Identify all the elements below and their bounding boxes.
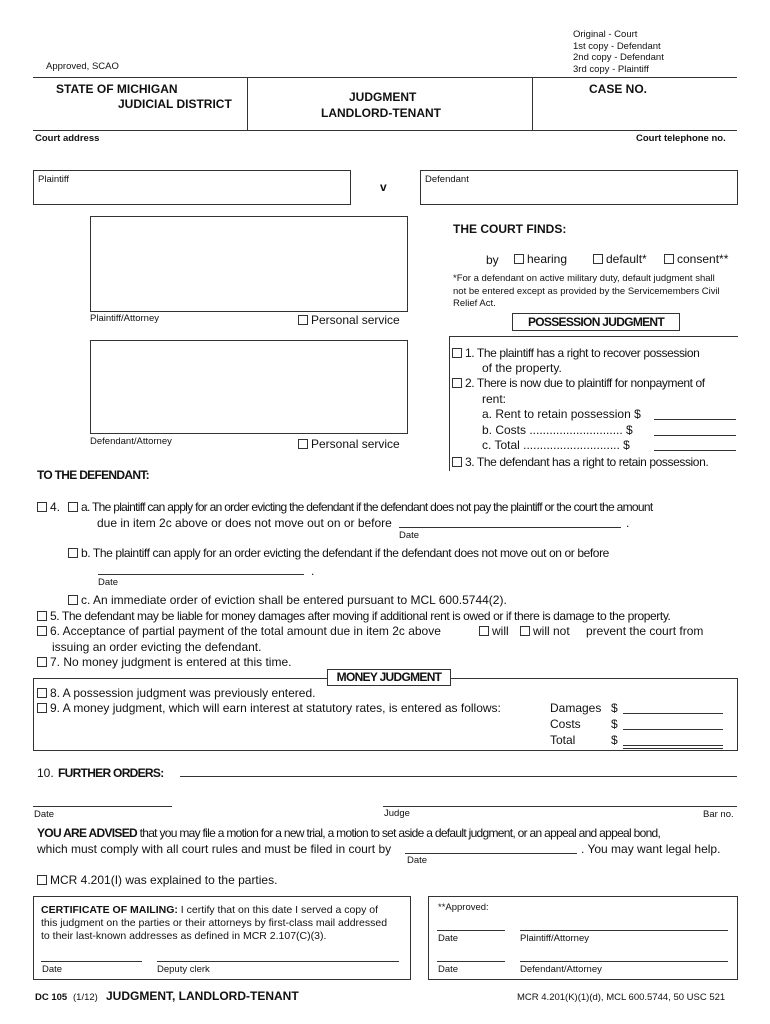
advised-date-label: Date bbox=[407, 855, 428, 866]
damages-label: Damages bbox=[550, 701, 602, 715]
will-option bbox=[479, 624, 509, 638]
further-orders-label: FURTHER ORDERS: bbox=[58, 766, 164, 780]
court-address-label: Court address bbox=[35, 133, 100, 144]
rent-costs-label: b. Costs ............................ $ bbox=[482, 423, 633, 437]
copy-line: Original - Court bbox=[573, 29, 638, 40]
defendant-attorney-signature-field[interactable] bbox=[520, 961, 728, 962]
item-4b-checkbox[interactable] bbox=[68, 548, 78, 558]
item-4-checkbox[interactable] bbox=[37, 502, 47, 512]
costs-amount-field[interactable] bbox=[654, 435, 736, 436]
item-4-label: 4. bbox=[50, 500, 61, 514]
further-orders-field[interactable] bbox=[180, 776, 737, 777]
total-amount-field[interactable] bbox=[654, 450, 736, 451]
period: . bbox=[311, 564, 315, 578]
item-5 bbox=[37, 609, 670, 623]
item-8-checkbox[interactable] bbox=[37, 688, 47, 698]
advised-line-2-end: . You may want legal help. bbox=[581, 842, 721, 856]
item-2-continued: rent: bbox=[482, 392, 507, 406]
defendant-attorney-label: Defendant/Attorney bbox=[90, 436, 172, 447]
plaintiff-personal-service bbox=[298, 313, 400, 327]
approved-label: Approved, SCAO bbox=[46, 61, 119, 72]
orders-date-label: Date bbox=[34, 809, 55, 820]
form-number: DC 105 bbox=[35, 992, 68, 1003]
will-not-option bbox=[520, 624, 570, 638]
approved-label: **Approved: bbox=[438, 902, 489, 913]
item-8 bbox=[37, 686, 316, 700]
item-3-checkbox[interactable] bbox=[452, 457, 462, 467]
total-double-underline bbox=[623, 748, 723, 749]
military-note bbox=[453, 273, 720, 311]
item-4a-date-field[interactable] bbox=[399, 527, 621, 528]
item-5-text: 5. The defendant may be liable for money damages after moving if additional rent is owed or if there is damage to the property. bbox=[50, 609, 671, 623]
item-4b-text: b. The plaintiff can apply for an order evicting the defendant if the defendant does not move out on or before bbox=[81, 546, 609, 560]
item-6-continued: issuing an order evicting the defendant. bbox=[52, 640, 262, 654]
mcr-explained bbox=[37, 873, 277, 887]
item-4b bbox=[68, 546, 609, 560]
item-9-text: 9. A money judgment, which will earn interest at statutory rates, is entered as follows: bbox=[50, 701, 501, 715]
plaintiff-field[interactable] bbox=[33, 170, 351, 205]
period: . bbox=[626, 516, 630, 530]
default-checkbox[interactable] bbox=[593, 254, 603, 264]
will-label: will bbox=[492, 624, 509, 638]
deputy-clerk-label: Deputy clerk bbox=[157, 964, 210, 975]
defendant-approval-date-field[interactable] bbox=[437, 961, 505, 962]
item-4a bbox=[68, 500, 652, 514]
defendant-personal-service-checkbox[interactable] bbox=[298, 439, 308, 449]
dollar-sign: $ bbox=[611, 717, 618, 731]
will-not-checkbox[interactable] bbox=[520, 626, 530, 636]
rent-amount-field[interactable] bbox=[654, 419, 736, 420]
will-checkbox[interactable] bbox=[479, 626, 489, 636]
default-option bbox=[593, 252, 647, 266]
versus-label: v bbox=[380, 180, 387, 194]
district-label: JUDICIAL DISTRICT bbox=[118, 97, 232, 111]
advised-line-1 bbox=[37, 826, 660, 840]
costs-label: Costs bbox=[550, 717, 581, 731]
hearing-label: hearing bbox=[527, 252, 568, 266]
default-label: default* bbox=[606, 252, 647, 266]
item-4c bbox=[68, 593, 507, 607]
copy-line: 2nd copy - Defendant bbox=[573, 52, 664, 63]
item-9 bbox=[37, 701, 501, 715]
item-7-checkbox[interactable] bbox=[37, 657, 47, 667]
item-4a-checkbox[interactable] bbox=[68, 502, 78, 512]
item-7-text: 7. No money judgment is entered at this time. bbox=[50, 655, 292, 669]
personal-service-label: Personal service bbox=[311, 313, 400, 327]
item-4b-date-label: Date bbox=[98, 577, 119, 588]
defendant-attorney-field[interactable] bbox=[90, 340, 408, 434]
item-1-text: 1. The plaintiff has a right to recover possession bbox=[465, 346, 700, 360]
plaintiff-approval-date-field[interactable] bbox=[437, 930, 505, 931]
item-4a-continued: due in item 2c above or does not move out on or before bbox=[97, 516, 392, 530]
advised-bold: YOU ARE ADVISED bbox=[37, 826, 137, 840]
item-4b-date-field[interactable] bbox=[98, 574, 304, 575]
item-3 bbox=[452, 455, 708, 469]
defendant-field[interactable] bbox=[420, 170, 738, 205]
footer-citation: MCR 4.201(K)(1)(d), MCL 600.5744, 50 USC 521 bbox=[517, 992, 726, 1003]
plaintiff-attorney-label: Plaintiff/Attorney bbox=[90, 313, 160, 324]
defendant-attorney-approval-label: Defendant/Attorney bbox=[520, 964, 602, 975]
item-8-text: 8. A possession judgment was previously entered. bbox=[50, 686, 316, 700]
mcr-explained-checkbox[interactable] bbox=[37, 875, 47, 885]
certificate-date-field[interactable] bbox=[41, 961, 142, 962]
to-defendant-heading: TO THE DEFENDANT: bbox=[37, 468, 149, 482]
item-6-checkbox[interactable] bbox=[37, 626, 47, 636]
certificate-line: to their last-known addresses as defined in MCR 2.107(C)(3). bbox=[41, 930, 327, 942]
dollar-sign: $ bbox=[611, 733, 618, 747]
rent-retain-possession-label: a. Rent to retain possession $ bbox=[482, 407, 641, 421]
orders-date-field[interactable] bbox=[33, 806, 172, 807]
item-2 bbox=[452, 376, 705, 390]
case-number-label: CASE NO. bbox=[589, 82, 648, 96]
certificate-date-label: Date bbox=[42, 964, 63, 975]
item-6-text: 6. Acceptance of partial payment of the total amount due in item 2c above bbox=[50, 624, 441, 638]
copy-line: 3rd copy - Plaintiff bbox=[573, 63, 649, 75]
item-4c-checkbox[interactable] bbox=[68, 595, 78, 605]
money-total-amount-field[interactable] bbox=[623, 745, 723, 746]
total-label: Total bbox=[550, 733, 576, 747]
military-note-line: not be entered except as provided by the Servicemembers Civil bbox=[453, 285, 720, 297]
advised-text: that you may file a motion for a new trial, a motion to set aside a default judgment, or an appeal and appeal bond, bbox=[136, 826, 661, 840]
prevent-text: prevent the court from bbox=[586, 624, 704, 638]
defendant-approval-date-label: Date bbox=[438, 964, 459, 975]
money-judgment-heading: MONEY JUDGMENT bbox=[327, 669, 451, 686]
defendant-label: Defendant bbox=[425, 174, 469, 185]
money-costs-amount-field[interactable] bbox=[623, 729, 723, 730]
advised-date-field[interactable] bbox=[405, 853, 577, 854]
consent-option bbox=[664, 252, 728, 266]
defendant-personal-service bbox=[298, 437, 400, 451]
state-label: STATE OF MICHIGAN bbox=[56, 82, 178, 96]
footer-title: JUDGMENT, LANDLORD-TENANT bbox=[106, 989, 299, 1003]
rent-total-label: c. Total ............................. $ bbox=[482, 438, 630, 452]
judge-signature-field[interactable] bbox=[383, 806, 737, 807]
further-orders-number: 10. bbox=[37, 766, 54, 780]
form-title-line2: LANDLORD-TENANT bbox=[321, 106, 441, 120]
copy-distribution bbox=[573, 29, 664, 75]
certificate-text bbox=[41, 904, 387, 943]
item-2-checkbox[interactable] bbox=[452, 378, 462, 388]
court-phone-label: Court telephone no. bbox=[636, 133, 726, 144]
plaintiff-label: Plaintiff bbox=[38, 174, 69, 185]
item-7 bbox=[37, 655, 291, 669]
plaintiff-attorney-signature-field[interactable] bbox=[520, 930, 728, 931]
form-revision: (1/12) bbox=[73, 992, 98, 1003]
possession-judgment-heading: POSSESSION JUDGMENT bbox=[512, 313, 680, 331]
item-2-text: 2. There is now due to plaintiff for nonpayment of bbox=[465, 376, 705, 390]
plaintiff-attorney-field[interactable] bbox=[90, 216, 408, 312]
consent-checkbox[interactable] bbox=[664, 254, 674, 264]
judge-label: Judge bbox=[384, 808, 410, 819]
consent-label: consent** bbox=[677, 252, 729, 266]
certificate-line: this judgment on the parties or their attorneys by first-class mail addressed bbox=[41, 917, 388, 929]
military-note-line: Relief Act. bbox=[453, 298, 496, 309]
item-4a-text: a. The plaintiff can apply for an order evicting the defendant if the defendant does not pay the plaintiff or the court the amount bbox=[81, 500, 653, 514]
will-not-label: will not bbox=[533, 624, 570, 638]
item-3-text: 3. The defendant has a right to retain possession. bbox=[465, 455, 709, 469]
bar-number-label: Bar no. bbox=[703, 809, 734, 820]
hearing-checkbox[interactable] bbox=[514, 254, 524, 264]
mcr-explained-text: MCR 4.201(I) was explained to the parties. bbox=[50, 873, 278, 887]
dollar-sign: $ bbox=[611, 701, 618, 715]
military-note-line: *For a defendant on active military duty, default judgment shall bbox=[453, 273, 715, 284]
deputy-clerk-signature-field[interactable] bbox=[157, 961, 399, 962]
court-finds-heading: THE COURT FINDS: bbox=[453, 222, 567, 236]
by-label: by bbox=[486, 253, 499, 267]
copy-line: 1st copy - Defendant bbox=[573, 40, 661, 52]
item-4-number bbox=[37, 500, 60, 514]
item-1 bbox=[452, 346, 699, 360]
item-9-checkbox[interactable] bbox=[37, 703, 47, 713]
item-4c-text: c. An immediate order of eviction shall be entered pursuant to MCL 600.5744(2). bbox=[81, 593, 507, 607]
item-4a-date-label: Date bbox=[399, 530, 420, 541]
item-5-checkbox[interactable] bbox=[37, 611, 47, 621]
item-6 bbox=[37, 624, 441, 638]
advised-line-2: which must comply with all court rules and must be filed in court by bbox=[37, 842, 392, 856]
plaintiff-attorney-approval-label: Plaintiff/Attorney bbox=[520, 933, 590, 944]
certificate-heading: CERTIFICATE OF MAILING: bbox=[41, 904, 178, 916]
item-1-continued: of the property. bbox=[482, 361, 562, 375]
damages-amount-field[interactable] bbox=[623, 713, 723, 714]
plaintiff-approval-date-label: Date bbox=[438, 933, 459, 944]
item-1-checkbox[interactable] bbox=[452, 348, 462, 358]
hearing-option bbox=[514, 252, 567, 266]
plaintiff-personal-service-checkbox[interactable] bbox=[298, 315, 308, 325]
personal-service-label: Personal service bbox=[311, 437, 400, 451]
form-title-line1: JUDGMENT bbox=[349, 90, 417, 104]
certificate-line: I certify that on this date I served a copy of bbox=[177, 904, 379, 916]
